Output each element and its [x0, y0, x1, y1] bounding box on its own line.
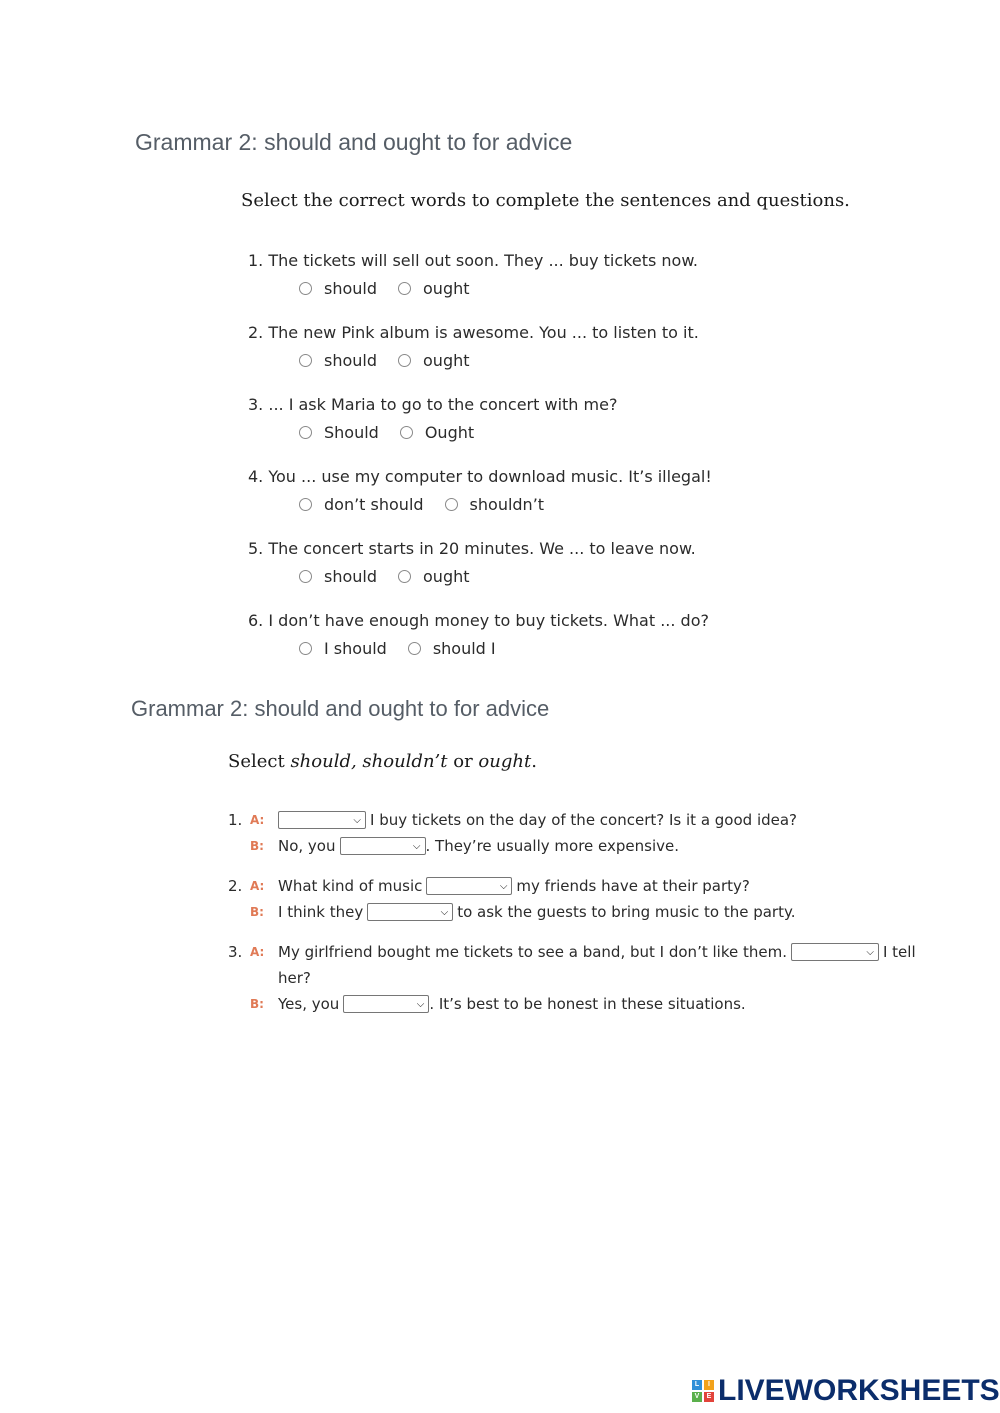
speaker-b-label: B:: [250, 997, 264, 1011]
question-5: [248, 539, 696, 586]
speaker-b-label: B:: [250, 905, 264, 919]
option-radio[interactable]: [299, 279, 377, 298]
option-label: ought: [423, 279, 470, 298]
logo-mark: [692, 1380, 714, 1402]
line-text-before: No, you: [278, 837, 336, 855]
answer-dropdown[interactable]: [278, 811, 366, 829]
dialogue-3: [228, 943, 916, 1021]
option-radio[interactable]: [299, 495, 424, 514]
instructions-words: should, shouldn’t: [290, 751, 448, 772]
section-2-title: Grammar 2: should and ought to for advice: [131, 696, 550, 721]
option-radio[interactable]: [408, 639, 496, 658]
speaker-b-label: B:: [250, 839, 264, 853]
chevron-down-icon: ⌵: [353, 814, 361, 826]
answer-dropdown[interactable]: [367, 903, 453, 921]
question-2: [248, 323, 699, 370]
option-label: ought: [423, 351, 470, 370]
question-text: 1. The tickets will sell out soon. They ... buy tickets now.: [248, 251, 699, 270]
option-radio[interactable]: [299, 639, 387, 658]
answer-dropdown[interactable]: [343, 995, 429, 1013]
question-3: [248, 395, 617, 442]
radio-button[interactable]: [398, 282, 411, 295]
section-1-title: Grammar 2: should and ought to for advice: [135, 129, 573, 155]
option-radio[interactable]: [398, 351, 470, 370]
option-label: I should: [324, 639, 387, 658]
question-text: 5. The concert starts in 20 minutes. We ... to leave now.: [248, 539, 696, 558]
chevron-down-icon: ⌵: [440, 906, 449, 918]
option-radio[interactable]: [299, 351, 377, 370]
line-text-after: to ask the guests to bring music to the party.: [457, 903, 796, 921]
question-text: 6. I don’t have enough money to buy tickets. What ... do?: [248, 611, 709, 630]
radio-button[interactable]: [398, 570, 411, 583]
answer-dropdown[interactable]: [426, 877, 512, 895]
line-text-before: Yes, you: [278, 995, 340, 1013]
radio-button[interactable]: [299, 426, 312, 439]
section-2-instructions: [228, 751, 537, 772]
dialogue-2: [228, 877, 796, 929]
instructions-prefix: Select: [228, 751, 291, 772]
option-label: should: [324, 351, 378, 370]
speaker-a-label: A:: [250, 945, 265, 959]
liveworksheets-logo[interactable]: [692, 1374, 1000, 1408]
radio-button[interactable]: [299, 498, 312, 511]
dialogue-number: 3.: [228, 943, 243, 961]
instructions-last: ought: [478, 751, 532, 772]
radio-button[interactable]: [299, 354, 312, 367]
chevron-down-icon: ⌵: [499, 880, 508, 892]
radio-button[interactable]: [398, 354, 411, 367]
answer-dropdown[interactable]: [340, 837, 426, 855]
option-radio[interactable]: [299, 567, 377, 586]
question-text: 2. The new Pink album is awesome. You ... to listen to it.: [248, 323, 699, 342]
option-label: should: [324, 567, 378, 586]
line-text-after: my friends have at their party?: [516, 877, 750, 895]
radio-button[interactable]: [299, 282, 312, 295]
option-label: Should: [324, 423, 379, 442]
logo-text: LIVEWORKSHEETS: [718, 1374, 1000, 1407]
option-radio[interactable]: [299, 423, 379, 442]
question-text: 4. You ... use my computer to download music. It’s illegal!: [248, 467, 712, 486]
radio-button[interactable]: [299, 642, 312, 655]
section-1-instructions: Select the correct words to complete the sentences and questions.: [241, 190, 850, 211]
dialogue-number: 2.: [228, 877, 243, 895]
chevron-down-icon: ⌵: [416, 998, 425, 1010]
instructions-middle: or: [447, 751, 479, 772]
logo-mark-cell: E: [704, 1392, 714, 1402]
radio-button[interactable]: [408, 642, 421, 655]
logo-mark-cell: L: [692, 1380, 702, 1390]
dialogue-1: [228, 811, 797, 863]
option-label: ought: [423, 567, 470, 586]
option-radio[interactable]: [398, 279, 470, 298]
line-text-after: . They’re usually more expensive.: [425, 837, 679, 855]
dialogue-number: 1.: [228, 811, 243, 829]
option-radio[interactable]: [398, 567, 470, 586]
line-text-after: I buy tickets on the day of the concert? Is it a good idea?: [370, 811, 798, 829]
question-1: [248, 251, 698, 298]
chevron-down-icon: ⌵: [866, 946, 874, 958]
question-4: [248, 467, 712, 514]
radio-button[interactable]: [400, 426, 413, 439]
line-text-before: What kind of music: [278, 877, 423, 895]
radio-button[interactable]: [299, 570, 312, 583]
option-radio[interactable]: [400, 423, 474, 442]
line-text-continued: her?: [278, 969, 311, 987]
speaker-a-label: A:: [250, 813, 265, 827]
instructions-suffix: .: [531, 751, 537, 772]
option-label: should: [324, 279, 378, 298]
option-label: should I: [432, 639, 496, 658]
option-radio[interactable]: [445, 495, 545, 514]
line-text-after: I tell: [882, 943, 916, 961]
line-text-before: My girlfriend bought me tickets to see a band, but I don’t like them.: [278, 943, 787, 961]
option-label: shouldn’t: [469, 495, 545, 514]
logo-mark-cell: V: [692, 1392, 702, 1402]
chevron-down-icon: ⌵: [412, 840, 421, 852]
option-label: don’t should: [324, 495, 424, 514]
radio-button[interactable]: [445, 498, 458, 511]
line-text-after: . It’s best to be honest in these situations.: [429, 995, 746, 1013]
answer-dropdown[interactable]: [791, 943, 879, 961]
question-text: 3. ... I ask Maria to go to the concert with me?: [248, 395, 618, 414]
speaker-a-label: A:: [250, 879, 265, 893]
logo-mark-cell: I: [704, 1380, 714, 1390]
option-label: Ought: [424, 423, 475, 442]
question-6: [248, 611, 709, 658]
line-text-before: I think they: [278, 903, 364, 921]
